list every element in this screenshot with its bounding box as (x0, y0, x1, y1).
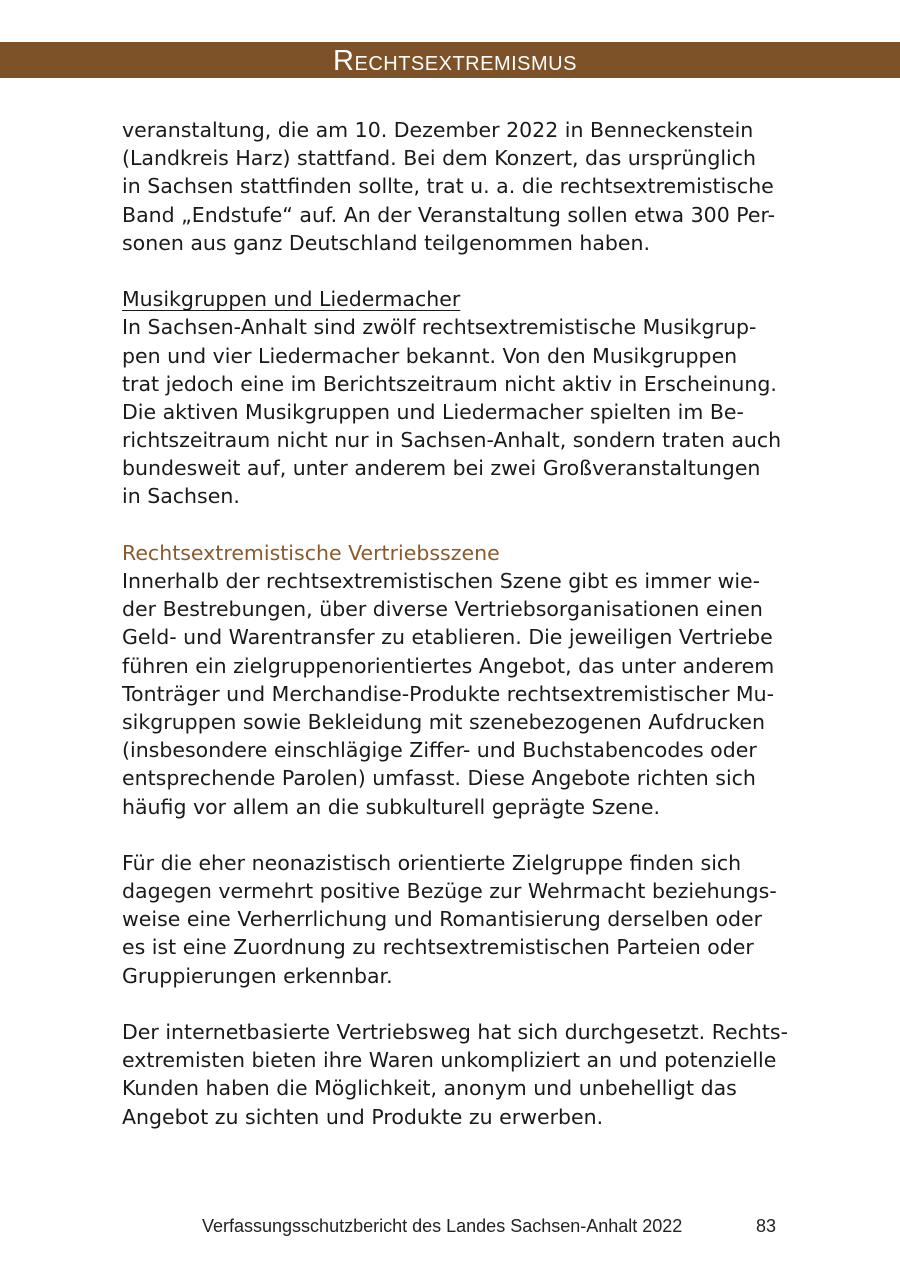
text-line: der Bestrebungen, über diverse Vertriebsorganisationen einen (122, 597, 763, 622)
intro-paragraph (122, 116, 790, 257)
text-line: veranstaltung, die am 10. Dezember 2022 in Benneckenstein (122, 118, 754, 142)
text-line: dagegen vermehrt positive Bezüge zur Wehrmacht beziehungs- (122, 879, 777, 904)
section-heading-music-text: Musikgruppen und Liedermacher (122, 287, 461, 312)
text-line: Der internetbasierte Vertriebsweg hat sich durchgesetzt. Rechts- (122, 1020, 789, 1044)
text-line: führen ein zielgruppenorientiertes Angebot, das unter anderem (122, 653, 775, 678)
text-line: Die aktiven Musikgruppen und Liedermacher spielten im Be- (122, 399, 744, 424)
text-line: (insbesondere einschlägige Ziffer- und Buchstabencodes oder (122, 738, 757, 763)
text-line: sonen aus ganz Deutschland teilgenommen haben. (122, 230, 651, 255)
footer-report-title: Verfassungsschutzbericht des Landes Sachsen-Anhalt 2022 (202, 1216, 683, 1236)
section-heading-music (122, 285, 790, 313)
text-line: Tonträger und Merchandise-Produkte rechtsextremistischer Mu- (122, 681, 774, 706)
paragraph-gap (122, 257, 790, 285)
distribution-paragraph-1 (122, 567, 790, 821)
text-line: Gruppierungen erkennbar. (122, 963, 393, 988)
text-line: sikgruppen sowie Bekleidung mit szenebezogenen Aufdrucken (122, 709, 765, 734)
paragraph-gap (122, 821, 790, 849)
text-line: Kunden haben die Möglichkeit, anonym und unbehelligt das (122, 1076, 737, 1101)
text-line: Geld- und Warentransfer zu etablieren. Die jeweiligen Vertriebe (122, 625, 773, 650)
text-line: richtszeitraum nicht nur in Sachsen-Anhalt, sondern traten auch (122, 428, 782, 453)
text-line: extremisten bieten ihre Waren unkompliziert an und potenzielle (122, 1048, 777, 1073)
section-heading-distribution: Rechtsextremistische Vertriebsszene (122, 540, 500, 565)
text-line: In Sachsen-Anhalt sind zwölf rechtsextremistische Musikgrup- (122, 315, 757, 340)
text-line: Angebot zu sichten und Produkte zu erwerben. (122, 1104, 604, 1129)
paragraph-gap (122, 990, 790, 1018)
text-line: (Landkreis Harz) stattfand. Bei dem Konzert, das ursprünglich (122, 146, 756, 171)
main-content (122, 116, 790, 1131)
distribution-paragraph-2 (122, 849, 790, 990)
text-line: Für die eher neonazistisch orientierte Zielgruppe finden sich (122, 850, 742, 875)
chapter-title: Rechtsextremismus (333, 45, 577, 77)
distribution-paragraph-3 (122, 1018, 790, 1131)
chapter-header-bar (0, 42, 900, 78)
text-line: häufig vor allem an die subkulturell geprägte Szene. (122, 794, 661, 819)
paragraph-gap (122, 511, 790, 539)
text-line: entsprechende Parolen) umfasst. Diese Angebote richten sich (122, 766, 756, 791)
text-line: weise eine Verherrlichung und Romantisierung derselben oder (122, 907, 763, 932)
text-line: Band „Endstufe“ auf. An der Veranstaltung sollen etwa 300 Per- (122, 202, 776, 227)
text-line: trat jedoch eine im Berichtszeitraum nicht aktiv in Erscheinung. (122, 371, 777, 396)
text-line: Innerhalb der rechtsextremistischen Szene gibt es immer wie- (122, 569, 761, 593)
page-number: 83 (756, 1216, 777, 1236)
text-line: bundesweit auf, unter anderem bei zwei Großveranstaltungen (122, 456, 761, 481)
music-groups-section (122, 285, 790, 511)
text-line: es ist eine Zuordnung zu rechtsextremistischen Parteien oder (122, 935, 754, 960)
text-line: in Sachsen stattfinden sollte, trat u. a. die rechtsextremistische (122, 174, 774, 199)
text-line: pen und vier Liedermacher bekannt. Von den Musikgruppen (122, 343, 738, 368)
distribution-section (122, 539, 790, 1131)
text-line: in Sachsen. (122, 484, 240, 509)
